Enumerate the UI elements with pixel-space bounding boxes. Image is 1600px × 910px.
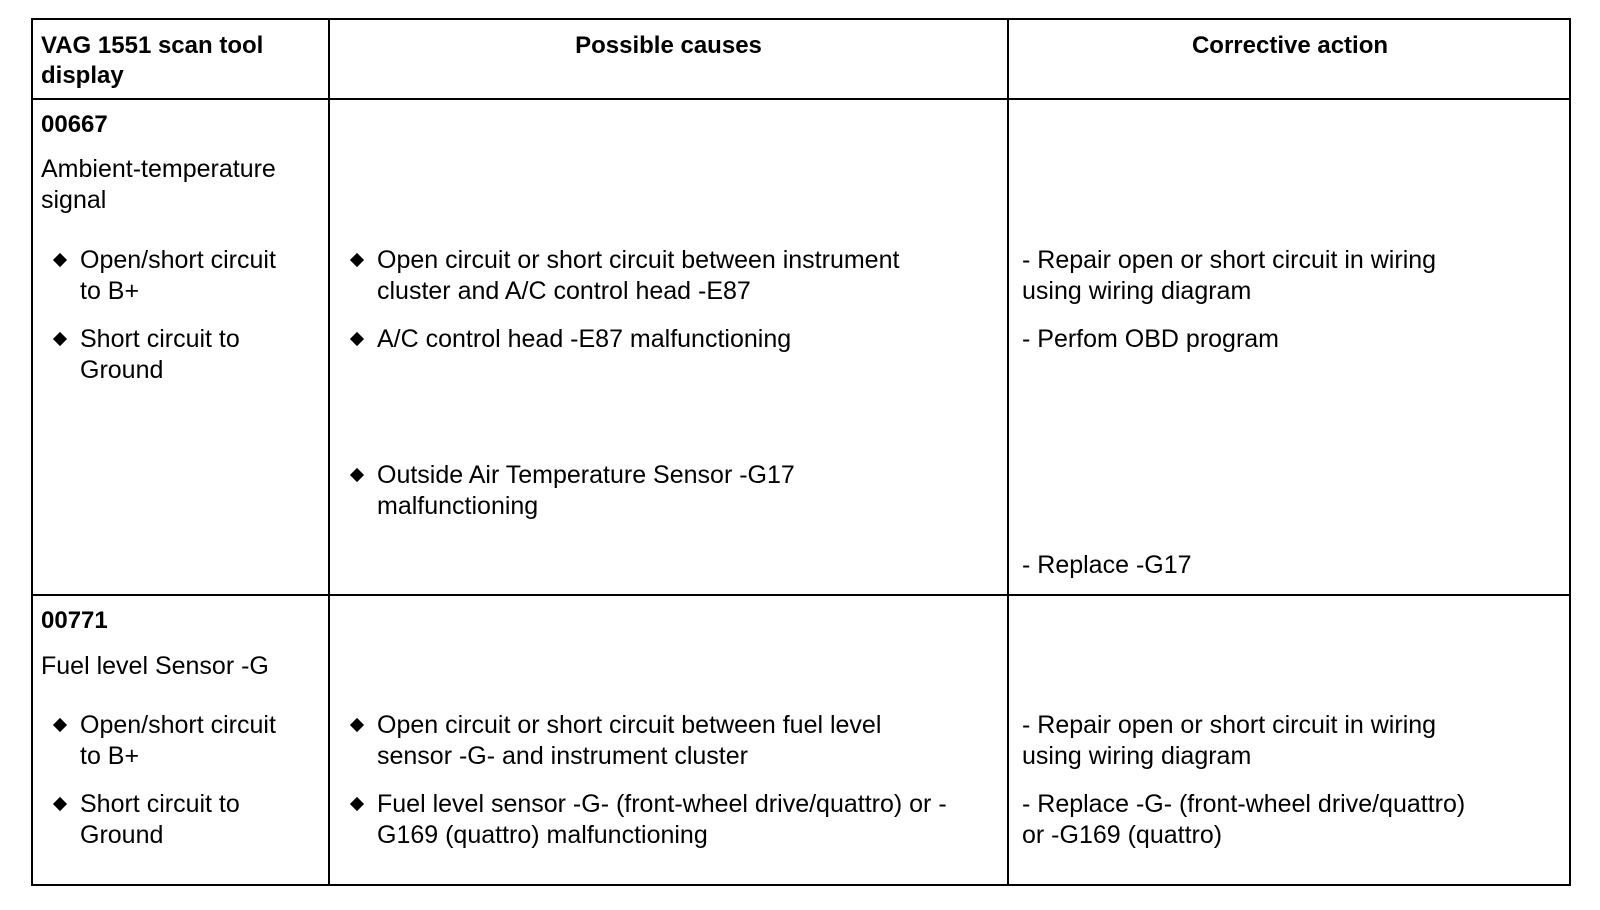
action-line: - Repair open or short circuit in wiring (1022, 711, 1437, 739)
action-line: - Replace -G- (front-wheel drive/quattro) (1022, 790, 1466, 818)
diamond-bullet-icon (350, 253, 364, 267)
action-line: or -G169 (quattro) (1022, 821, 1223, 849)
header-possible-causes: Possible causes (575, 32, 762, 59)
fault-condition-line: Open/short circuit (80, 246, 276, 274)
fault-condition-line: Ground (80, 821, 164, 849)
action-line: - Perfom OBD program (1022, 325, 1280, 353)
cause-line: Open circuit or short circuit between instrument (377, 246, 900, 274)
diamond-bullet-icon (53, 718, 67, 732)
cause-line: A/C control head -E87 malfunctioning (377, 325, 792, 353)
column-divider (1007, 20, 1009, 884)
fault-description-line: Ambient-temperature (41, 155, 276, 183)
action-line: - Replace -G17 (1022, 551, 1192, 579)
header-corrective-action: Corrective action (1191, 32, 1389, 59)
diamond-bullet-icon (350, 332, 364, 346)
header-divider (33, 98, 1569, 100)
cause-line: Outside Air Temperature Sensor -G17 (377, 461, 795, 489)
fault-description-line: Fuel level Sensor -G (41, 652, 269, 680)
diamond-bullet-icon (350, 718, 364, 732)
diagnostic-table (31, 18, 1571, 886)
diamond-bullet-icon (350, 468, 364, 482)
fault-condition-line: to B+ (80, 742, 140, 770)
action-line: using wiring diagram (1022, 742, 1252, 770)
header-display-line-2: display (41, 62, 124, 89)
fault-code: 00667 (41, 111, 108, 138)
fault-code: 00771 (41, 607, 108, 634)
action-line: - Repair open or short circuit in wiring (1022, 246, 1437, 274)
diamond-bullet-icon (53, 253, 67, 267)
diamond-bullet-icon (53, 332, 67, 346)
row-divider (33, 594, 1569, 596)
cause-line: Open circuit or short circuit between fuel level (377, 711, 882, 739)
cause-line: Fuel level sensor -G- (front-wheel drive/quattro) or - (377, 790, 947, 818)
fault-condition-line: Short circuit to (80, 325, 240, 353)
cause-line: sensor -G- and instrument cluster (377, 742, 748, 770)
fault-condition-line: Short circuit to (80, 790, 240, 818)
column-divider (328, 20, 330, 884)
diamond-bullet-icon (350, 797, 364, 811)
fault-condition-line: to B+ (80, 277, 140, 305)
cause-line: G169 (quattro) malfunctioning (377, 821, 708, 849)
fault-description-line: signal (41, 186, 107, 214)
fault-condition-line: Open/short circuit (80, 711, 276, 739)
fault-condition-line: Ground (80, 356, 164, 384)
cause-line: malfunctioning (377, 492, 539, 520)
action-line: using wiring diagram (1022, 277, 1252, 305)
header-display-line-1: VAG 1551 scan tool (41, 32, 264, 59)
diamond-bullet-icon (53, 797, 67, 811)
cause-line: cluster and A/C control head -E87 (377, 277, 751, 305)
